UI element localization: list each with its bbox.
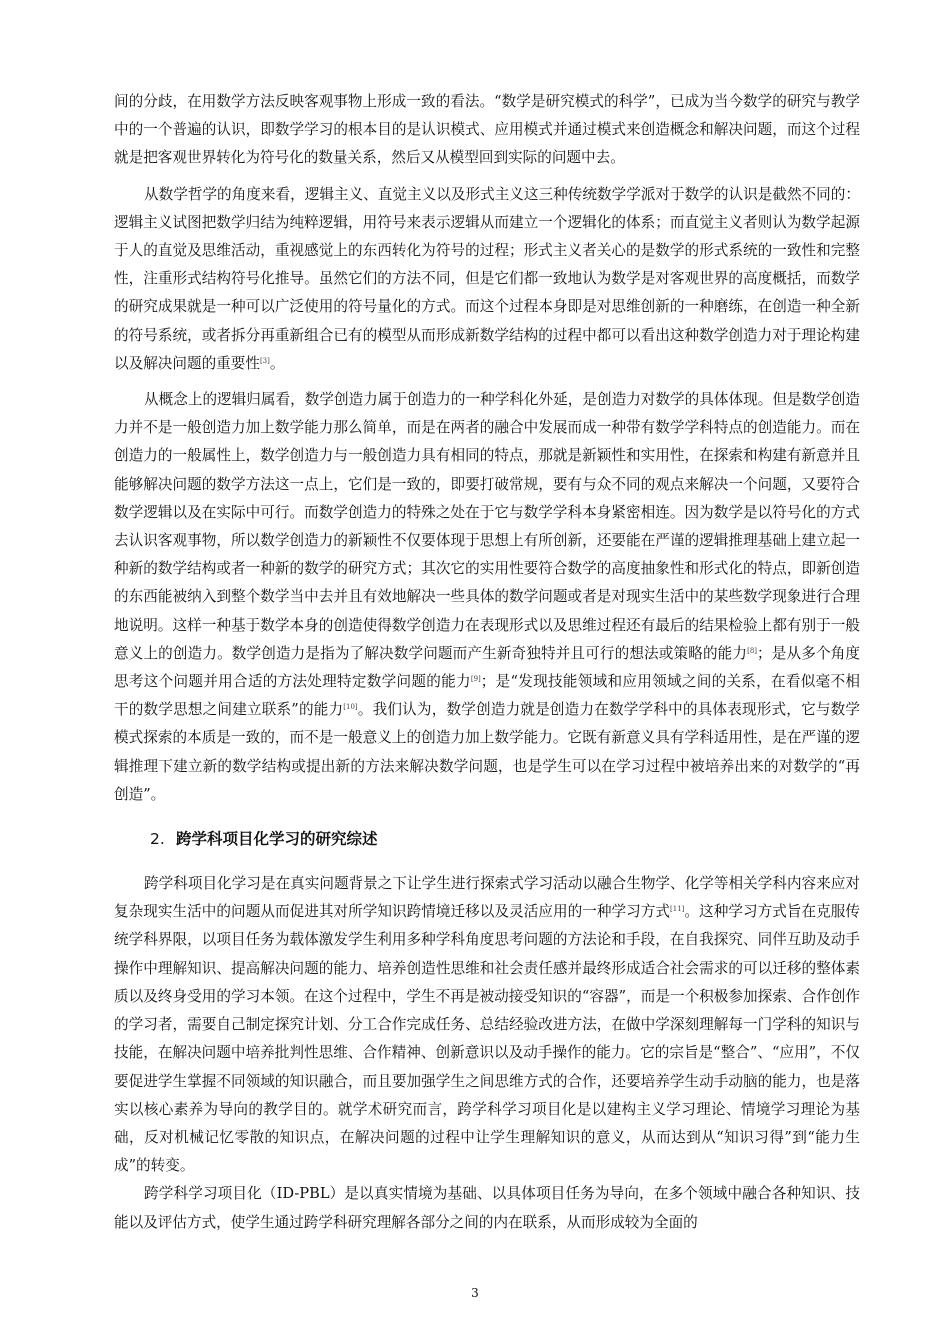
body-text <box>114 88 860 1237</box>
paragraph-text: 。 <box>269 354 285 372</box>
paragraph-text: 从数学哲学的角度来看，逻辑主义、直觉主义以及形式主义这三种传统数学学派对于数学的认识是截然不同的：逻辑主义试图把数学归结为纯粹逻辑，用符号来表示逻辑从而建立一个逻辑化的体系；而直觉主义者则认为数学起源于人的直觉及思维活动，重视感觉上的东西转化为符号的过程；形式主义者关心的是数学的形式系统的一致性和完整性，注重形式结构符号化推导。虽然它们的方法不同，但是它们都一致地认为数学是对客观世界的高度概括，而数学的研究成果就是一种可以广泛使用的符号量化的方式。而这个过程本身即是对思维创新的一种磨练，在创造一种全新的符号系统，或者拆分再重新组合已有的模型从而形成新数学结构的过程中都可以看出这种数学创造力对于理论构建以及解决问题的重要性 <box>114 185 860 372</box>
paragraph-math-creativity <box>114 386 860 809</box>
paragraph-math-philosophy <box>114 181 860 378</box>
citation-ref: [3] <box>259 356 270 365</box>
paragraph-text: 从概念上的逻辑归属看，数学创造力属于创造力的一种学科化外延，是创造力对数学的具体体现。但是数学创造力并不是一般创造力加上数学能力那么简单，而是在两者的融合中发展而成一种带有数学学科特点的创造能力。而在创造力的一般属性上，数学创造力与一般创造力具有相同的特点，那就是新颖性和实用性，在探索和构建有新意并且能够解决问题的数学方法这一点上，它们是一致的，即要打破常规，要有与众不同的观点来解决一个问题，又要符合数学逻辑以及在实际中可行。而数学创造力的特殊之处在于它与数学学科本身紧密相连。因为数学是以符号化的方式去认识客观事物，所以数学创造力的新颖性不仅要体现于思想上有所创新，还要能在严谨的逻辑推理基础上建立起一种新的数学结构或者一种新的数学的研究方式；其次它的实用性要符合数学的高度抽象性和形式化的特点，即新创造的东西能被纳入到整个数学当中去并且有效地解决一些具体的数学问题或者是对现实生活中的某些数学现象进行合理地说明。这样一种基于数学本身的创造使得数学创造力在表现形式以及思维过程还有最后的结果检验上都有别于一般意义上的创造力。数学创造力是指为了解决数学问题而产生新奇独特并且可行的想法或策略的能力 <box>114 391 860 662</box>
citation-ref: [11] <box>670 905 685 914</box>
paragraph-text: 跨学科学习项目化（ID-PBL）是以真实情境为基础、以具体项目任务为导向，在多个领域中融合各种知识、技能以及评估方式，使学生通过跨学科研究理解各部分之间的内在联系，从而形成较为全面的 <box>114 1185 860 1231</box>
section-number: 2. <box>150 830 165 849</box>
paragraph-id-pbl <box>114 1180 860 1236</box>
citation-ref: [10] <box>343 703 358 712</box>
page-number: 3 <box>471 1286 479 1300</box>
paragraph-text: 跨学科项目化学习是在真实问题背景之下让学生进行探索式学习活动以融合生物学、化学等相关学科内容来应对复杂现实生活中的问题从而促进其对所学知识跨情境迁移以及灵活应用的一种学习方式 <box>114 875 860 921</box>
paragraph-interdisciplinary-pbl <box>114 870 860 1180</box>
paragraph-text: ；是“发现技能领域和应用领域之间的关系，在看似毫不相干的数学思想之间建立联系”的能力 <box>114 673 860 719</box>
citation-ref: [8] <box>747 646 758 655</box>
paragraph-text: ；是从多个角度思考这个问题并用合适的方法处理特定数学问题的能力 <box>114 644 860 691</box>
section-heading <box>150 826 860 852</box>
paragraph-text: 。这种学习方式旨在克服传统学科界限，以项目任务为载体激发学生利用多种学科角度思考问题的方法论和手段，在自我探究、同伴互助及动手操作中理解知识、提高解决问题的能力、培养创造性思维和社会责任感并最终形成适合社会需求的可以迁移的整体素质以及终身受用的学习本领。在这个过程中，学生不再是被动接受知识的“容器”，而是一个积极参加探索、合作创作的学习者，需要自己制定探究计划、分工合作完成任务、总结经验改进方法，在做中学深刻理解每一门学科的知识与技能，在解决问题中培养批判性思维、合作精神、创新意识以及动手操作的能力。它的宗旨是“整合”、“应用”，不仅要促进学生掌握不同领域的知识融合，而且要加强学生之间思维方式的合作，还要培养学生动手动脑的能力，也是落实以核心素养为导向的教学目的。就学术研究而言，跨学科学习项目化是以建构主义学习理论、情境学习理论为基础，反对机械记忆零散的知识点，在解决问题的过程中让学生理解知识的意义，从而达到从“知识习得”到“能力生成”的转变。 <box>114 903 860 1175</box>
paragraph-continuation <box>114 88 860 173</box>
section-title: 跨学科项目化学习的研究综述 <box>176 830 378 849</box>
paragraph-text: 。我们认为，数学创造力就是创造力在数学学科中的具体表现形式，它与数学模式探索的本质是一致的，而不是一般意义上的创造力加上数学能力。它既有新意义具有学科适用性，是在严谨的逻辑推理下建立新的数学结构或提出新的方法来解决数学问题，也是学生可以在学习过程中被培养出来的对数学的“再创造”。 <box>114 701 860 803</box>
paragraph-text: 间的分歧，在用数学方法反映客观事物上形成一致的看法。“数学是研究模式的科学”，已成为当今数学的研究与教学中的一个普遍的认识，即数学学习的根本目的是认识模式、应用模式并通过模式来创造概念和解决问题，而这个过程就是把客观世界转化为符号化的数量关系，然后又从模型回到实际的问题中去。 <box>114 93 860 167</box>
citation-ref: [9] <box>470 675 481 684</box>
